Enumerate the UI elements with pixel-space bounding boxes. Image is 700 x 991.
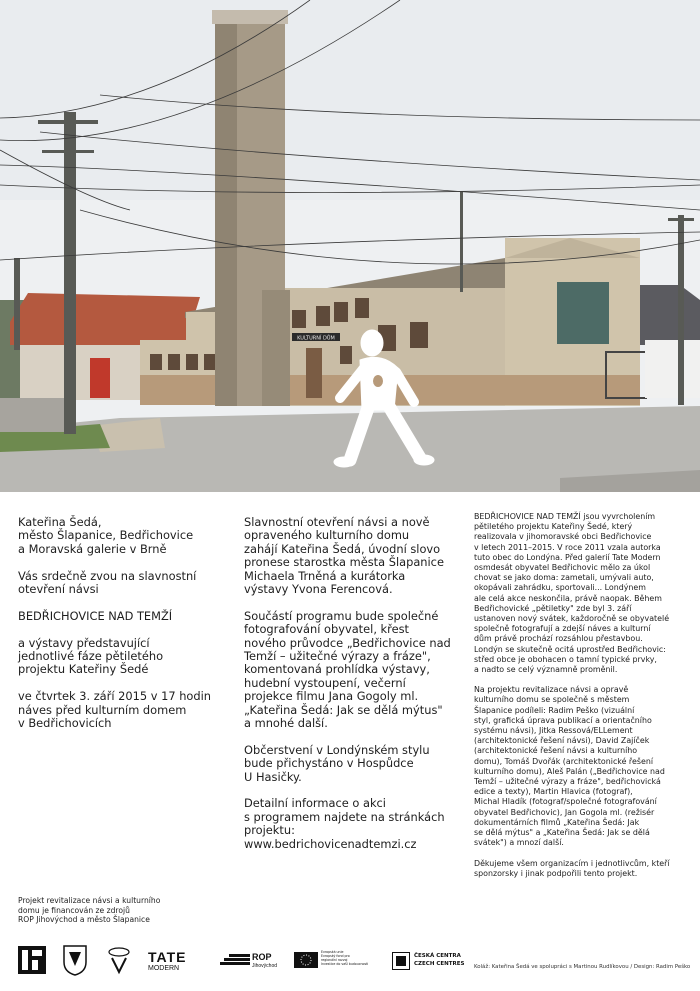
date-place-text: ve čtvrtek 3. září 2015 v 17 hodin náves před kulturním domem v Bedřichovicích: [18, 689, 212, 731]
door: [306, 348, 322, 398]
rop-title: ROP: [252, 952, 272, 962]
event-title: BEDŘICHOVICE NAD TEMŽÍ: [18, 608, 173, 623]
design-credit: Koláž: Kateřina Šedá ve spolupráci s Martinou Rudlíkovou / Design: Radim Peško: [474, 964, 691, 970]
moravian-gallery-logo-icon: [18, 946, 46, 974]
house-roof-left: [10, 293, 200, 345]
tate-wordmark: TATE: [148, 949, 187, 965]
logo-strip: [14, 942, 474, 978]
tate-modern-logo: [148, 950, 208, 976]
column-about: [474, 512, 688, 889]
refreshments-text: Občerstvení v Londýnském stylu bude přichystáno v Hospůdce U Hasičky.: [244, 742, 430, 784]
about-text: BEDŘICHOVICE NAD TEMŽÍ jsou vyvrcholením pětiletého projektu Kateřiny Šedé, který realizovala v jihomoravské obci Bedřichovice v letech 2011–2015. V roce 2011 vzala autorka tuto obec do Londýna. Před galerií Tate Modern osmdesát obyvatel Bedřichovic mělo za úkol chovat se jako doma: zametali, umývali auto, okopávali zahrádku, sportovali... Londýnem ale celá akce neskončila, právě naopak. Během Bedřichovické „pětiletky" zde byl 3. září ustanoven nový svátek, každoročně se obyvatelé společně fotografují a zdejší náves a kulturní dům právě prochází rozsáhlou přestavbou. Londýn se skutečně ocitá uprostřed Bedřichovic: střed obce je obohacen o tamní typické prvky, a nadto se celý významně proměnil.: [474, 512, 670, 675]
czech-centres-logo: [392, 950, 476, 972]
eu-text: Evropská unie Evropský fond pro regionální rozvoj Investice do vaší budoucnosti: [321, 950, 369, 966]
funding-note: Projekt revitalizace návsi a kulturního domu je financován ze zdrojů ROP Jihovýchod a město Šlapanice: [18, 896, 161, 925]
column-program: [244, 516, 464, 865]
column-invitation: [18, 516, 228, 744]
program-text: Součástí programu bude společné fotografování obyvatel, křest nového průvodce „Bedřichovice nad Temží – užitečné výrazy a fráze", komentovaná prohlídka výstavy, hudební vystoupení, večerní projekce filmu Jana Gogoly ml. „Kateřina Šedá: Jak se dělá mýtus" a mnohé další.: [244, 608, 451, 731]
thanks-text: Děkujeme všem organizacím i jednotlivcům, kteří sponzorsky i jinak podpořili tento projekt.: [474, 858, 670, 878]
exhibition-text: a výstavy představující jednotlivé fáze pětiletého projektu Kateřiny Šedé: [18, 635, 164, 677]
rop-logo: [220, 948, 286, 976]
invite-text: Vás srdečně zvou na slavnostní otevření návsi: [18, 568, 197, 597]
opening-text: Slavnostní otevření návsi a nově opraveného kulturního domu zahájí Kateřina Šedá, úvodní slovo pronese starostka města Šlapanice Michaela Trněná a kurátorka výstavy Yvona Ferencová.: [244, 515, 444, 597]
czech-centres-en: CZECH CENTRES: [414, 961, 465, 967]
eu-logo: [294, 950, 374, 974]
rop-subtitle: Jihovýchod: [252, 963, 278, 969]
modern-wordmark: MODERN: [148, 965, 180, 972]
czech-centres-cz: ČESKÁ CENTRA: [414, 953, 461, 959]
credits-text: Na projektu revitalizace návsi a opravě kulturního domu se společně s městem Šlapanice podíleli: Radim Peško (vizuální styl, grafická úprava publikací a orientačního systému návsi), Jitka Ressová/ELLement (architektonické řešení návsi), David Zajíček (architektonické řešení návsi a kulturního domu), Tomáš Dvořák (architektonické řešení kulturního domu), Aleš Palán („Bedřichovice nad Temží – užitečné výrazy a fráze", bedřichovická edice a texty), Martin Hlavica (fotograf), Michal Hladík (fotograf/společné fotografování obyvatel Bedřichovic), Jan Gogola ml. (režisér dokumentárních filmů „Kateřina Šedá: Jak se dělá mýtus" a „Kateřina Šedá: Jak se dělá svátek") a mnozí další.: [474, 685, 665, 848]
rop-stripes-icon: [220, 952, 250, 966]
czech-centres-icon: [392, 952, 410, 970]
building-sign-text: KULTURNÍ DŮM: [297, 335, 335, 342]
organizers-text: Kateřina Šedá, město Šlapanice, Bedřichovice a Moravská galerie v Brně: [18, 515, 194, 556]
eu-flag-icon: [294, 952, 318, 968]
large-window: [557, 282, 609, 344]
hero-photo: [0, 0, 700, 492]
house-right: [645, 340, 700, 398]
village-emblem-icon: [106, 944, 132, 976]
info-text: Detailní informace o akci s programem najdete na stránkách projektu: www.bedrichovicenadtemzi.cz: [244, 796, 445, 851]
chimney: [212, 10, 290, 406]
coat-of-arms-icon: [62, 944, 88, 976]
